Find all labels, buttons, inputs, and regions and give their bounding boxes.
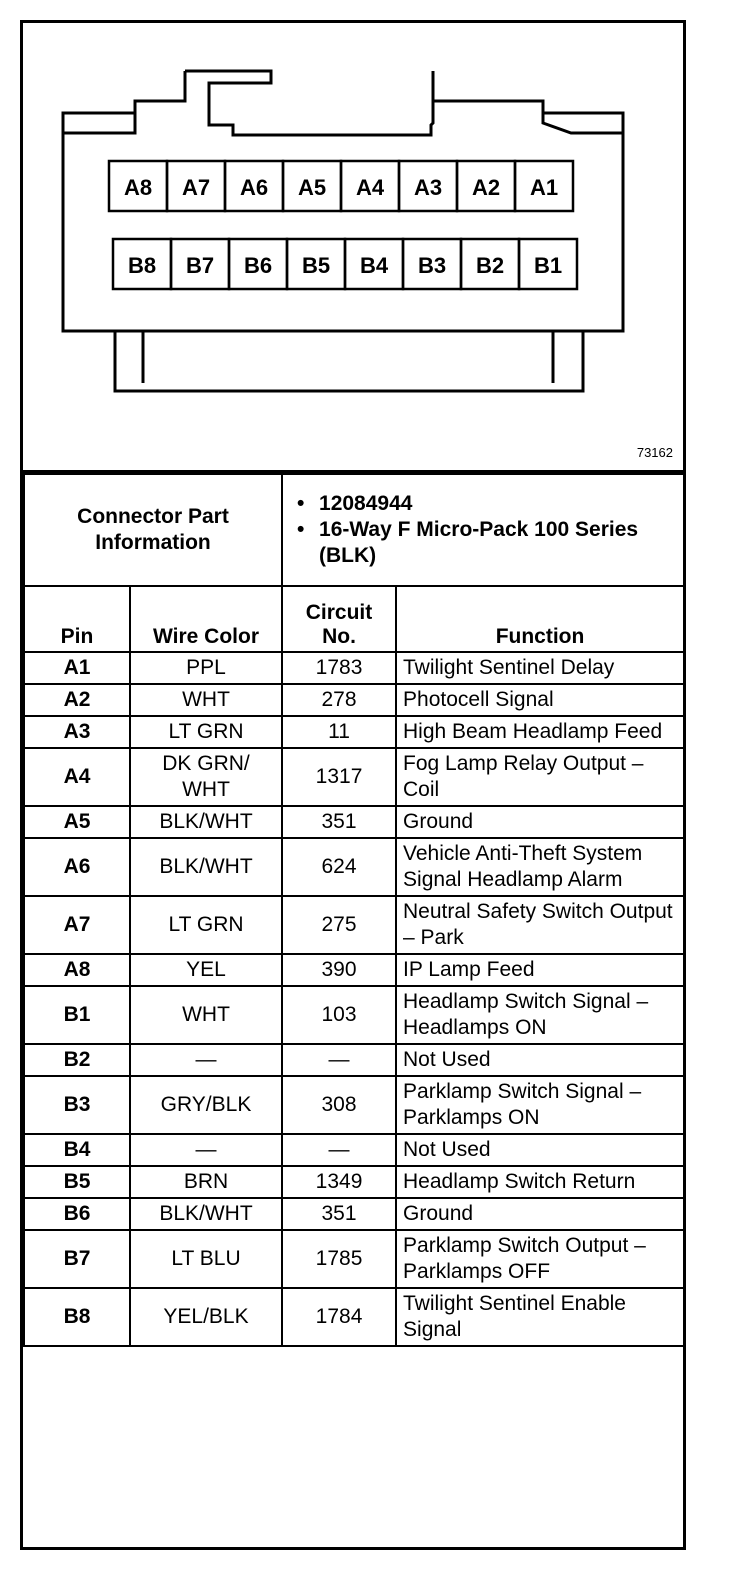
connector-info-values xyxy=(282,474,684,586)
function-cell: Not Used xyxy=(396,1044,684,1076)
function-cell: Ground xyxy=(396,806,684,838)
circuit-cell: 390 xyxy=(282,954,396,986)
function-cell: Twilight Sentinel Enable Signal xyxy=(396,1288,684,1346)
table-row xyxy=(24,1134,684,1166)
wire-color-cell: PPL xyxy=(130,652,282,684)
wire-color-cell: LT GRN xyxy=(130,716,282,748)
circuit-cell: — xyxy=(282,1134,396,1166)
connector-table xyxy=(23,473,685,1347)
figure-number: 73162 xyxy=(636,445,673,460)
table-row xyxy=(24,1076,684,1134)
function-cell: Headlamp Switch Return xyxy=(396,1166,684,1198)
pin-label-a2: A2 xyxy=(471,175,501,200)
header-function: Function xyxy=(396,586,684,652)
pin-label-a7: A7 xyxy=(181,175,211,200)
table-row xyxy=(24,684,684,716)
wire-color-cell: WHT xyxy=(130,986,282,1044)
function-cell: Parklamp Switch Output – Parklamps OFF xyxy=(396,1230,684,1288)
document-frame xyxy=(20,20,686,1550)
function-cell: Neutral Safety Switch Output – Park xyxy=(396,896,684,954)
connector-info-row xyxy=(24,474,684,586)
connector-face-drawing xyxy=(23,23,683,473)
circuit-cell: — xyxy=(282,1044,396,1076)
table-row xyxy=(24,748,684,806)
connector-info-label: Connector Part Information xyxy=(24,474,282,586)
wire-color-cell: LT BLU xyxy=(130,1230,282,1288)
pin-label-a1: A1 xyxy=(529,175,559,200)
pin-cell: A1 xyxy=(24,652,130,684)
table-row xyxy=(24,954,684,986)
table-row xyxy=(24,1044,684,1076)
function-cell: IP Lamp Feed xyxy=(396,954,684,986)
function-cell: Ground xyxy=(396,1198,684,1230)
wire-color-cell: BLK/WHT xyxy=(130,806,282,838)
pin-cell: B4 xyxy=(24,1134,130,1166)
table-row xyxy=(24,716,684,748)
function-cell: Fog Lamp Relay Output – Coil xyxy=(396,748,684,806)
circuit-cell: 1783 xyxy=(282,652,396,684)
pin-cell: B1 xyxy=(24,986,130,1044)
header-pin: Pin xyxy=(24,586,130,652)
pin-label-b3: B3 xyxy=(417,253,447,278)
connector-diagram xyxy=(23,23,683,473)
circuit-cell: 1317 xyxy=(282,748,396,806)
pin-label-a3: A3 xyxy=(413,175,443,200)
wire-color-cell: BLK/WHT xyxy=(130,838,282,896)
pin-cell: A3 xyxy=(24,716,130,748)
wire-color-cell: GRY/BLK xyxy=(130,1076,282,1134)
pin-label-b4: B4 xyxy=(359,253,389,278)
wire-color-cell: YEL xyxy=(130,954,282,986)
pin-label-b1: B1 xyxy=(533,253,563,278)
table-row xyxy=(24,1288,684,1346)
pin-label-b5: B5 xyxy=(301,253,331,278)
pin-cell: B7 xyxy=(24,1230,130,1288)
circuit-cell: 624 xyxy=(282,838,396,896)
pin-label-a6: A6 xyxy=(239,175,269,200)
function-cell: Vehicle Anti-Theft System Signal Headlamp Alarm xyxy=(396,838,684,896)
pin-cell: A6 xyxy=(24,838,130,896)
pin-label-b6: B6 xyxy=(243,253,273,278)
pin-cell: A8 xyxy=(24,954,130,986)
table-row xyxy=(24,806,684,838)
pin-cell: A2 xyxy=(24,684,130,716)
circuit-cell: 351 xyxy=(282,806,396,838)
circuit-cell: 1785 xyxy=(282,1230,396,1288)
circuit-cell: 351 xyxy=(282,1198,396,1230)
connector-description: • 16-Way F Micro-Pack 100 Series (BLK) xyxy=(319,517,677,569)
table-row xyxy=(24,652,684,684)
table-header-row xyxy=(24,586,684,652)
table-row xyxy=(24,1198,684,1230)
function-cell: Headlamp Switch Signal – Headlamps ON xyxy=(396,986,684,1044)
wire-color-cell: WHT xyxy=(130,684,282,716)
function-cell: Twilight Sentinel Delay xyxy=(396,652,684,684)
wire-color-cell: DK GRN/ WHT xyxy=(130,748,282,806)
wire-color-cell: — xyxy=(130,1134,282,1166)
circuit-cell: 308 xyxy=(282,1076,396,1134)
function-cell: High Beam Headlamp Feed xyxy=(396,716,684,748)
wire-color-cell: BRN xyxy=(130,1166,282,1198)
header-circuit: Circuit No. xyxy=(282,586,396,652)
circuit-cell: 1784 xyxy=(282,1288,396,1346)
pin-label-a8: A8 xyxy=(123,175,153,200)
pin-cell: B8 xyxy=(24,1288,130,1346)
connector-housing-outline xyxy=(63,71,623,331)
pin-cell: B2 xyxy=(24,1044,130,1076)
wire-color-cell: LT GRN xyxy=(130,896,282,954)
wire-color-cell: — xyxy=(130,1044,282,1076)
function-cell: Not Used xyxy=(396,1134,684,1166)
connector-skirt xyxy=(115,331,583,391)
pin-label-a5: A5 xyxy=(297,175,327,200)
pin-cell: A5 xyxy=(24,806,130,838)
pin-cell: A7 xyxy=(24,896,130,954)
table-row xyxy=(24,896,684,954)
pin-cell: B5 xyxy=(24,1166,130,1198)
table-row xyxy=(24,1230,684,1288)
table-row xyxy=(24,1166,684,1198)
pin-label-b7: B7 xyxy=(185,253,215,278)
pin-cell: B3 xyxy=(24,1076,130,1134)
pin-label-a4: A4 xyxy=(355,175,385,200)
circuit-cell: 103 xyxy=(282,986,396,1044)
function-cell: Parklamp Switch Signal – Parklamps ON xyxy=(396,1076,684,1134)
circuit-cell: 278 xyxy=(282,684,396,716)
circuit-cell: 11 xyxy=(282,716,396,748)
pin-cell: A4 xyxy=(24,748,130,806)
part-number: • 12084944 xyxy=(319,491,677,517)
circuit-cell: 1349 xyxy=(282,1166,396,1198)
latch-outline xyxy=(185,71,433,135)
circuit-cell: 275 xyxy=(282,896,396,954)
header-wire-color: Wire Color xyxy=(130,586,282,652)
pin-label-b2: B2 xyxy=(475,253,505,278)
pin-cell: B6 xyxy=(24,1198,130,1230)
table-row xyxy=(24,838,684,896)
function-cell: Photocell Signal xyxy=(396,684,684,716)
wire-color-cell: YEL/BLK xyxy=(130,1288,282,1346)
pin-label-b8: B8 xyxy=(127,253,157,278)
wire-color-cell: BLK/WHT xyxy=(130,1198,282,1230)
table-row xyxy=(24,986,684,1044)
